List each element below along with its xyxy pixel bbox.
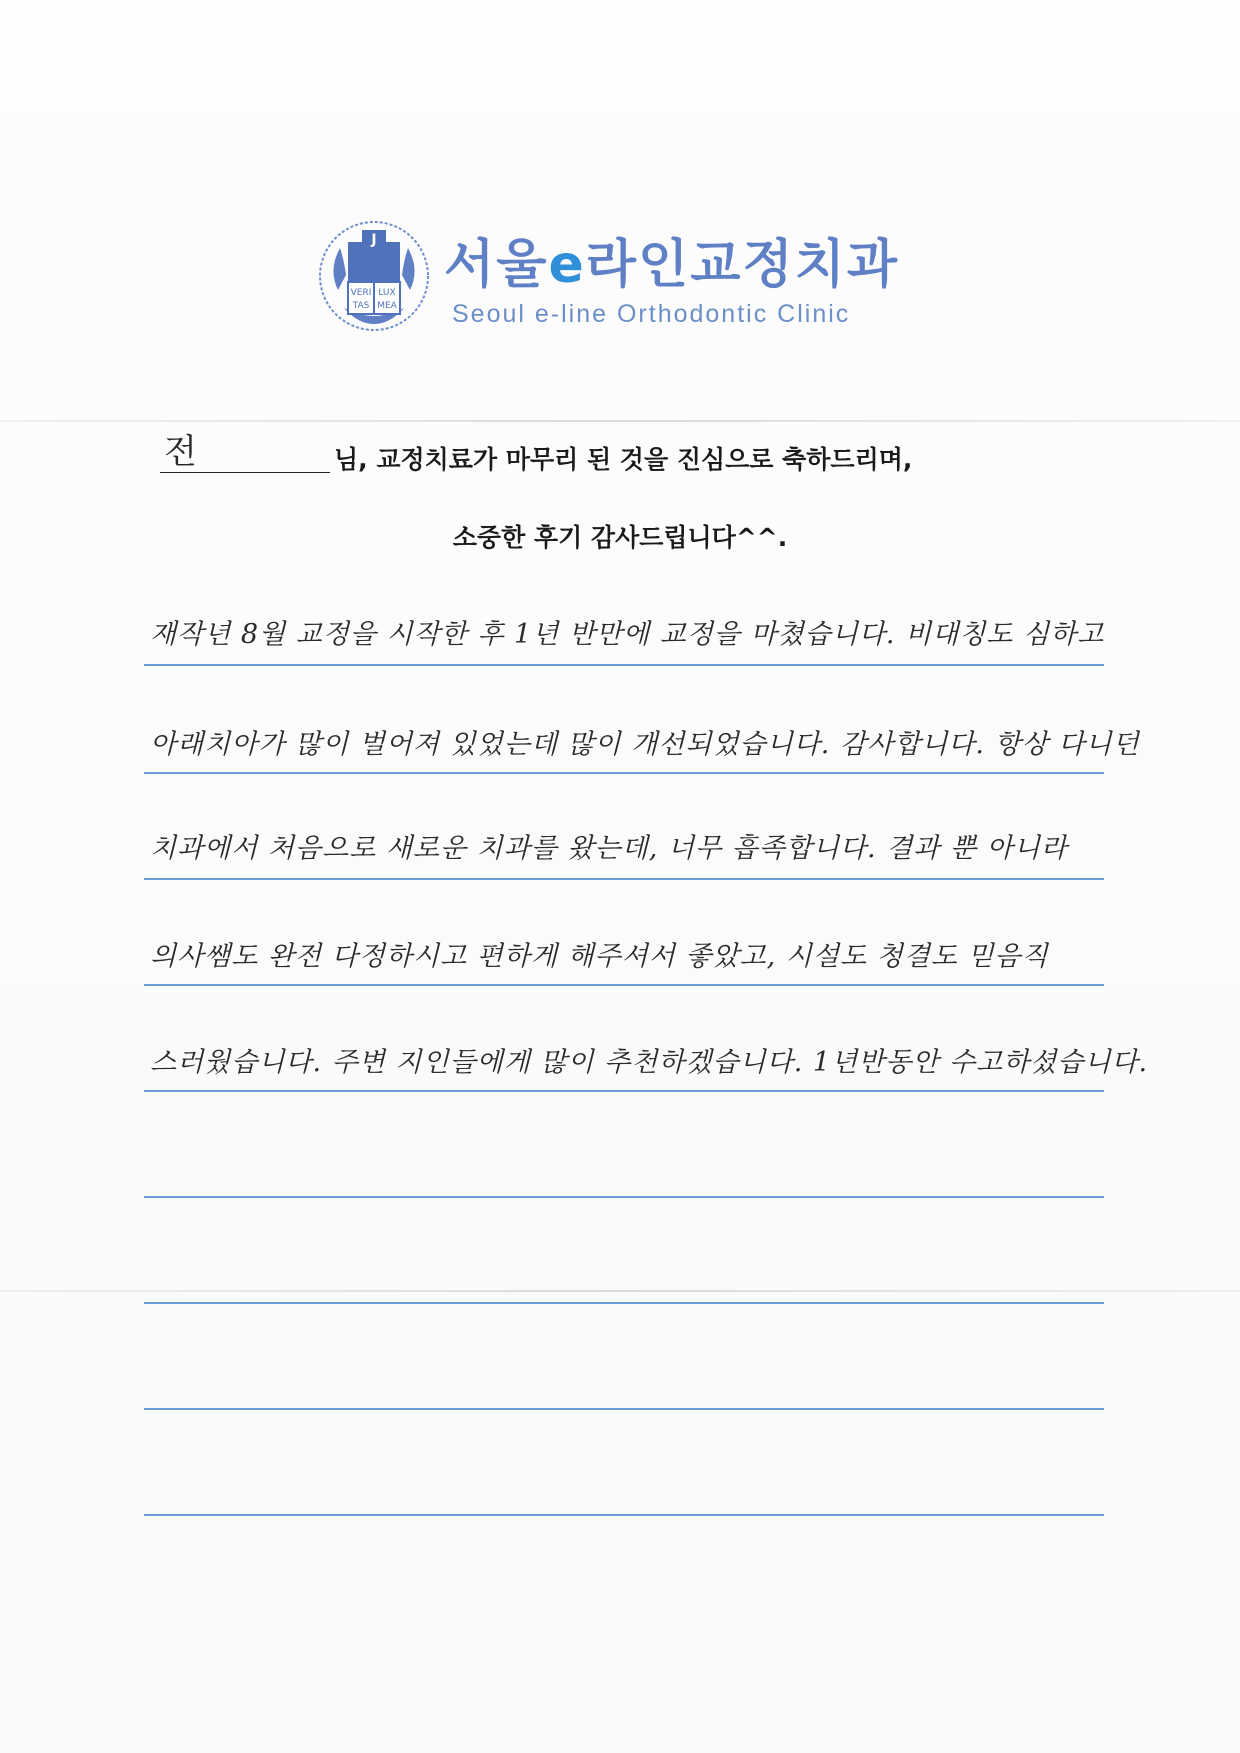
ruled-line [144, 772, 1104, 774]
clinic-name-english: Seoul e-line Orthodontic Clinic [452, 300, 851, 328]
ruled-line [144, 1408, 1104, 1410]
handwritten-line-1: 재작년 8월 교정을 시작한 후 1년 반만에 교정을 마쳤습니다. 비대칭도 심하고 [150, 619, 1105, 650]
clinic-logo [318, 220, 938, 340]
ruled-line [144, 1196, 1104, 1198]
patient-name-handwritten: 전 [164, 432, 197, 472]
greeting-line-1: 님, 교정치료가 마무리 된 것을 진심으로 축하드리며, [334, 445, 913, 474]
handwritten-line-4: 의사쌤도 완전 다정하시고 편하게 해주셔서 좋았고, 시설도 청결도 믿음직 [150, 941, 1049, 972]
ruled-line [144, 1514, 1104, 1516]
clinic-name-korean [444, 222, 899, 297]
ruled-line [144, 878, 1104, 880]
clinic-name-post: 라인교정치과 [585, 235, 900, 295]
seal-text-lux: LUX [378, 288, 396, 298]
clinic-name-e: e [548, 235, 586, 295]
clinic-name-pre: 서울 [444, 235, 549, 295]
paper-fold-line [0, 420, 1240, 422]
seal-text-veri: VERI [350, 288, 372, 298]
greeting-line-2: 소중한 후기 감사드립니다^^. [452, 523, 788, 552]
handwritten-line-2: 아래치아가 많이 벌어져 있었는데 많이 개선되었습니다. 감사합니다. 항상 다니던 [150, 729, 1140, 760]
ruled-line [144, 984, 1104, 986]
seal-text-mea: MEA [377, 301, 397, 311]
handwritten-line-5: 스러웠습니다. 주변 지인들에게 많이 추천하겠습니다. 1년반동안 수고하셨습니다. [150, 1047, 1149, 1078]
svg-text:J: J [371, 232, 377, 248]
seal-text-tas: TAS [352, 301, 370, 311]
university-seal-icon [318, 220, 430, 332]
handwritten-line-3: 치과에서 처음으로 새로운 치과를 왔는데, 너무 흡족합니다. 결과 뿐 아니라 [150, 833, 1068, 864]
paper-fold-line [0, 1290, 1240, 1292]
name-underline [160, 472, 330, 473]
ruled-line [144, 664, 1104, 666]
ruled-line [144, 1302, 1104, 1304]
ruled-line [144, 1090, 1104, 1092]
